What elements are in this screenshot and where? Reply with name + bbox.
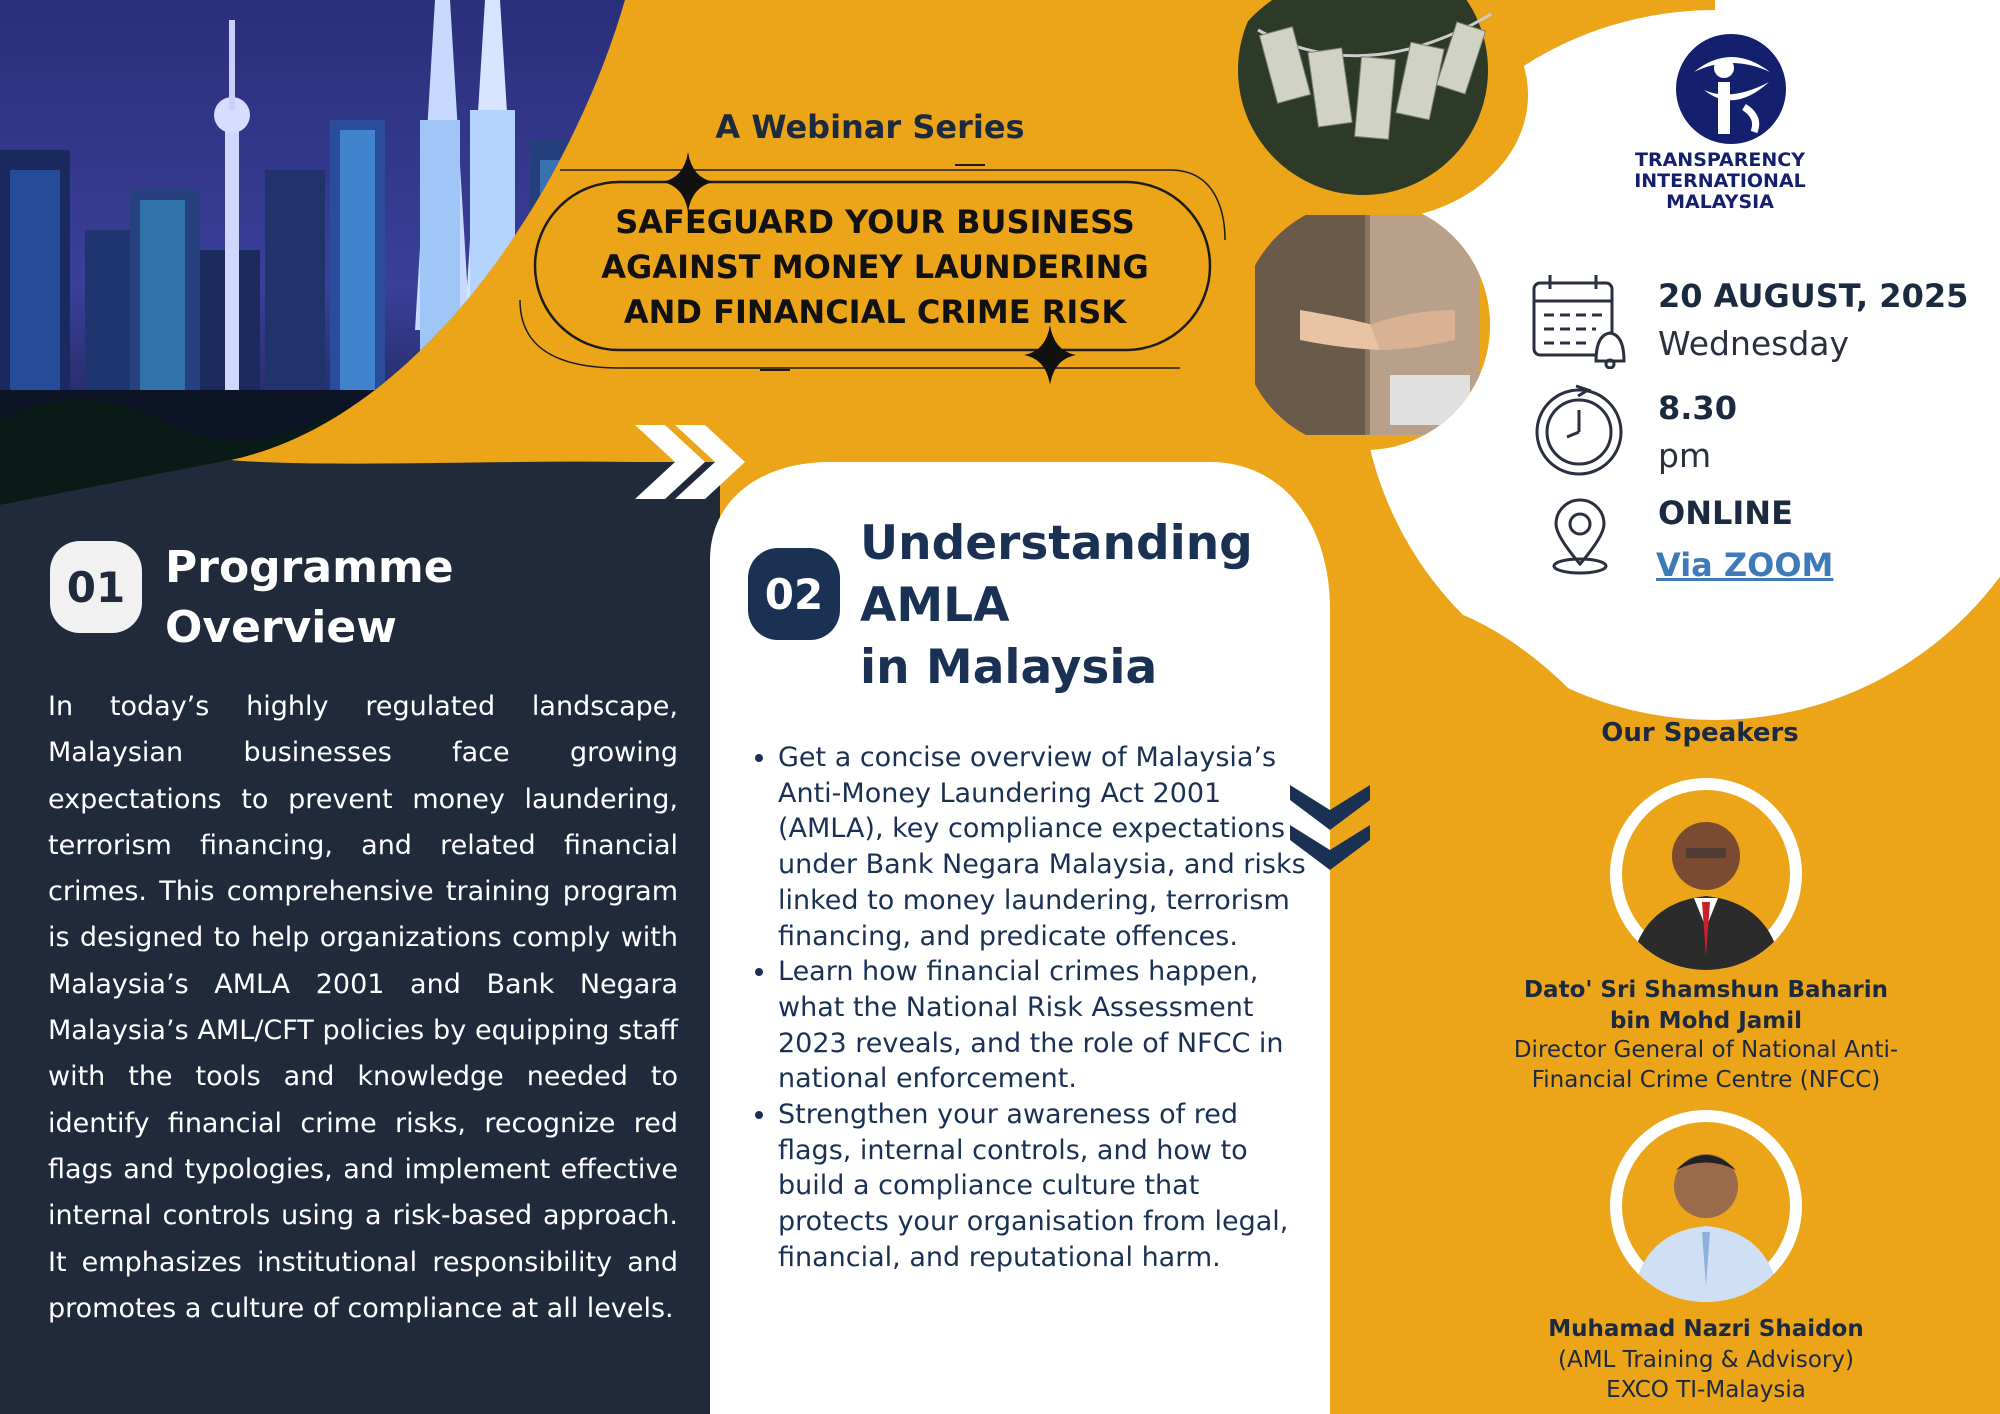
section2-title — [860, 513, 1253, 699]
transparency-international-logo — [1674, 32, 1788, 146]
speaker-role — [1480, 1035, 1932, 1095]
event-date: 20 AUGUST, 2025 — [1658, 277, 1969, 315]
speaker-role — [1500, 1345, 1912, 1405]
calendar-bell-icon — [1530, 273, 1628, 369]
organizer-name-line: INTERNATIONAL — [1634, 170, 1806, 192]
speaker-name-line: Dato' Sri Shamshun Baharin — [1523, 977, 1889, 1003]
main-title-line: AGAINST MONEY LAUNDERING — [601, 248, 1149, 286]
organizer-name-line: TRANSPARENCY — [1635, 149, 1805, 171]
section1-title — [165, 538, 454, 658]
section2-title-line: in Malaysia — [860, 640, 1158, 695]
location-pin-icon — [1548, 496, 1612, 576]
speaker-photo — [1610, 1110, 1802, 1302]
handshake-photo — [1240, 200, 1490, 450]
speaker-name-line: Muhamad Nazri Shaidon — [1548, 1316, 1864, 1342]
speaker-name — [1500, 1314, 1912, 1345]
speaker-role-line: Director General of National Anti- — [1513, 1037, 1899, 1063]
list-item: • Learn how financial crimes happen, what the National Risk Assessment 2023 reveals, and the role of NFCC in national enforcement. — [778, 954, 1318, 1097]
event-time-suffix: pm — [1658, 436, 1712, 475]
clock-icon — [1532, 382, 1626, 476]
section1-title-line: Programme — [165, 542, 454, 593]
main-title — [560, 200, 1190, 335]
section-number-badge: 01 — [50, 541, 142, 633]
section-number-badge: 02 — [748, 548, 840, 640]
list-item: • Get a concise overview of Malaysia’s Anti-Money Laundering Act 2001 (AMLA), key compliance expectations under Bank Negara Malaysia, and risks linked to money laundering, terrorism financing, and predicate offences. — [778, 740, 1318, 954]
main-title-line: AND FINANCIAL CRIME RISK — [623, 293, 1127, 331]
event-mode: ONLINE — [1658, 494, 1793, 532]
organizer-name-line: MALAYSIA — [1666, 191, 1774, 213]
list-item: • Strengthen your awareness of red flags, internal controls, and how to build a compliance culture that protects your organisation from legal, financial, and reputational harm. — [778, 1097, 1318, 1276]
event-weekday: Wednesday — [1658, 324, 1850, 363]
section2-title-line: AMLA — [860, 578, 1010, 633]
speakers-heading: Our Speakers — [1601, 718, 1799, 748]
city-skyline-photo — [0, 0, 640, 520]
amla-bullet-list — [740, 740, 1318, 1276]
speaker-photo — [1610, 778, 1802, 970]
speaker-role-line: (AML Training & Advisory) — [1557, 1347, 1854, 1373]
webinar-series-label: A Webinar Series — [715, 108, 1025, 146]
speaker-name-line: bin Mohd Jamil — [1609, 1008, 1803, 1034]
event-time: 8.30 — [1658, 389, 1737, 427]
programme-overview-text: In today’s highly regulated landscape, Malaysian businesses face growing expectations to prevent money laundering, terrorism financing, and related financial crimes. This comprehensive training program is designed to help organizations comply with Malaysia’s AMLA 2001 and Bank Negara Malaysia’s AML/CFT policies by equipping staff with the tools and knowledge needed to identify financial crime risks, recognize red flags and typologies, and implement effective internal controls using a risk-based approach. It emphasizes institutional responsibility and promotes a culture of compliance at all levels. — [48, 691, 678, 1324]
main-title-line: SAFEGUARD YOUR BUSINESS — [615, 203, 1135, 241]
zoom-link[interactable]: Via ZOOM — [1656, 546, 1834, 584]
organizer-name — [1620, 150, 1820, 213]
section2-title-line: Understanding — [860, 516, 1253, 571]
section1-title-line: Overview — [165, 602, 397, 653]
speaker-role-line: EXCO TI-Malaysia — [1606, 1377, 1806, 1403]
speaker-name — [1500, 975, 1912, 1037]
speaker-role-line: Financial Crime Centre (NFCC) — [1531, 1067, 1881, 1093]
